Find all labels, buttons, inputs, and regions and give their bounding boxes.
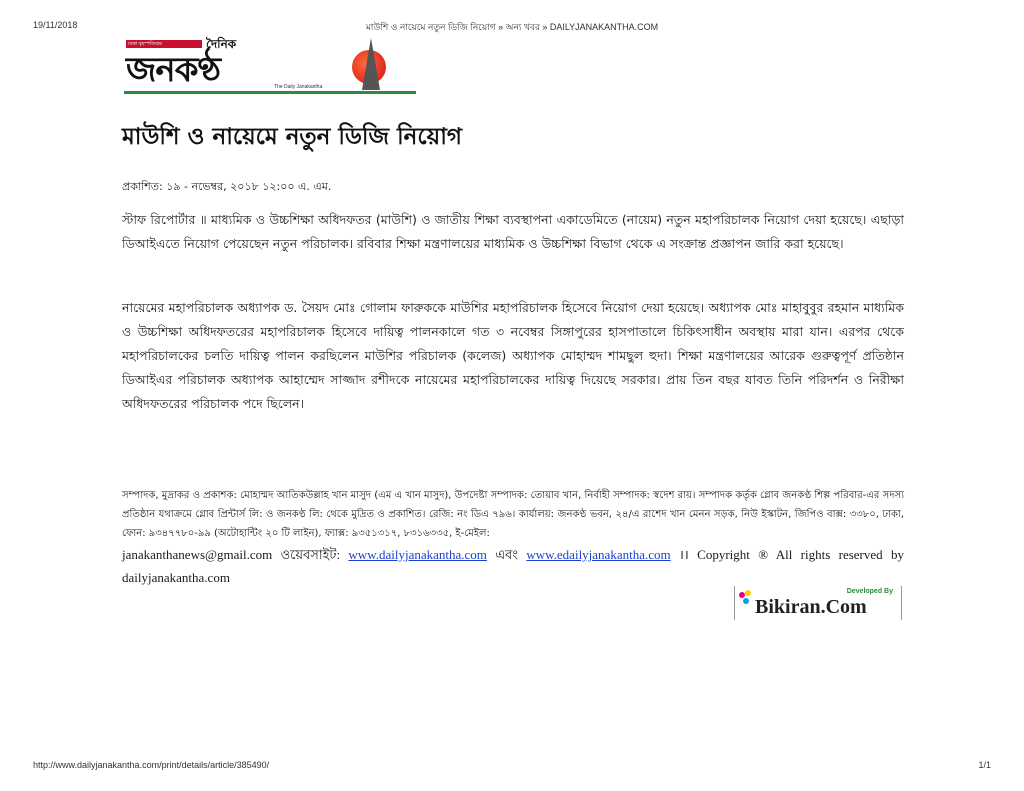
bikiran-dots-icon [739,590,753,610]
logo-small-title: দৈনিক [206,37,237,51]
developer-badge[interactable] [734,586,902,620]
print-page-number: 1/1 [978,760,991,770]
print-page-title: মাউশি ও নায়েমে নতুন ডিজি নিয়োগ » অন্য খবর » DAILYJANAKANTHA.COM [365,22,659,32]
footer-imprint [122,486,904,589]
developed-by-label: Developed By [846,588,893,595]
dot-blue [743,598,749,604]
logo-date-strip: ঢাকা বৃহস্পতিবার [126,40,202,48]
article-paragraph-1: স্টাফ রিপোর্টার ॥ মাধ্যমিক ও উচ্চশিক্ষা অধিদফতর (মাউশি) ও জাতীয় শিক্ষা ব্যবস্থাপনা একাডেমিতে (নায়েম) নতুন মহাপরিচালক নিয়োগ দেয়া হয়েছে। এছাড়া ডিআইএতে নিয়োগ পেয়েছেন নতুন পরিচালক। রবিবার শিক্ষা মন্ত্রণালয়ের মাধ্যমিক ও উচ্চশিক্ষা বিভাগ থেকে এ সংক্রান্ত প্রজ্ঞাপন জারি করা হয়েছে। [122,212,904,251]
footer-website-link-1[interactable]: www.dailyjanakantha.com [348,547,487,562]
article-headline: মাউশি ও নায়েমে নতুন ডিজি নিয়োগ [122,124,462,150]
footer-website-link-2[interactable]: www.edailyjanakantha.com [526,547,671,562]
developer-brand: Bikiran.Com [755,596,867,618]
print-date: 19/11/2018 [33,20,78,30]
logo-underline [124,91,416,94]
footer-website-label: ওয়েবসাইট: [280,547,341,562]
footer-and-word: এবং [495,547,518,562]
footer-email: janakanthanews@gmail.com [122,547,273,562]
logo-tagline: The Daily Janakantha [274,84,323,90]
article-paragraph-2: নায়েমের মহাপরিচালক অধ্যাপক ড. সৈয়দ মোঃ গোলাম ফারুককে মাউশির মহাপরিচালক হিসেবে নিয়োগ দেয়া হয়েছে। অধ্যাপক মোঃ মাহাবুবুর রহমান মাধ্যমিক ও উচ্চশিক্ষা অধিদফতরের মহাপরিচালক হিসেবে দায়িত্ব পালনকালে গত ৩ নবেম্বর সিঙ্গাপুরের হাসপাতালে চিকিৎসাধীন অবস্থায় মারা যান। এরপর থেকে মহাপরিচালকের চলতি দায়িত্ব পালন করছিলেন মাউশির পরিচালক (কলেজ) অধ্যাপক মোহাম্মদ শামছুল হুদা। শিক্ষা মন্ত্রণালয়ের আরেক গুরুত্বপূর্ণ প্রতিষ্ঠান ডিআইএর পরিচালক অধ্যাপক আহাম্মেদ সাজ্জাদ রশীদকে নায়েমের মহাপরিচালকের দায়িত্ব দিয়েছে সরকার। প্রায় তিন বছর যাবত তিনি পরিদর্শন ও নিরীক্ষা অধিদফতরের পরিচালক পদে ছিলেন। [122,300,904,411]
footer-contact-line [122,543,904,589]
print-url: http://www.dailyjanakantha.com/print/details/article/385490/ [33,760,270,770]
footer-imprint-text: সম্পাদক, মুদ্রাকর ও প্রকাশক: মোহাম্মদ আতিকউল্লাহ খান মাসুদ (এম এ খান মাসুদ), উপদেষ্টা সম্পাদক: তোয়াব খান, নির্বাহী সম্পাদক: স্বদেশ রায়। সম্পাদক কর্তৃক গ্লোব জনকণ্ঠ শিল্প পরিবার-এর সদস্য প্রতিষ্ঠান যথাক্রমে গ্লোব প্রিন্টার্স লি: ও জনকণ্ঠ লি: থেকে মুদ্রিত ও প্রকাশিত। রেজি: নং ডিএ ৭৯৬। কার্যালয়: জনকণ্ঠ ভবন, ২৪/এ রাশেদ খান মেনন সড়ক, নিউ ইস্কাটন, জিপিও বাক্স: ৩৩৮০, ঢাকা, ফোন: ৯৩৪৭৭৮০-৯৯ (অটোহান্টিং ২০ টি লাইন), ফ্যাক্স: ৯৩৫১৩১৭, ৮৩১৬৩৩৫, ই-মেইল: [122,490,904,539]
footer-copyright: ।। Copyright ® All rights reserved by dailyjanakantha.com [122,547,905,585]
published-date: প্রকাশিত: ১৯ - নভেম্বর, ২০১৮ ১২:০০ এ. এম. [122,180,332,193]
newspaper-logo [124,36,416,96]
dot-yellow [745,590,751,596]
logo-main-title: জনকণ্ঠ [126,50,221,90]
monument-icon [362,38,380,90]
